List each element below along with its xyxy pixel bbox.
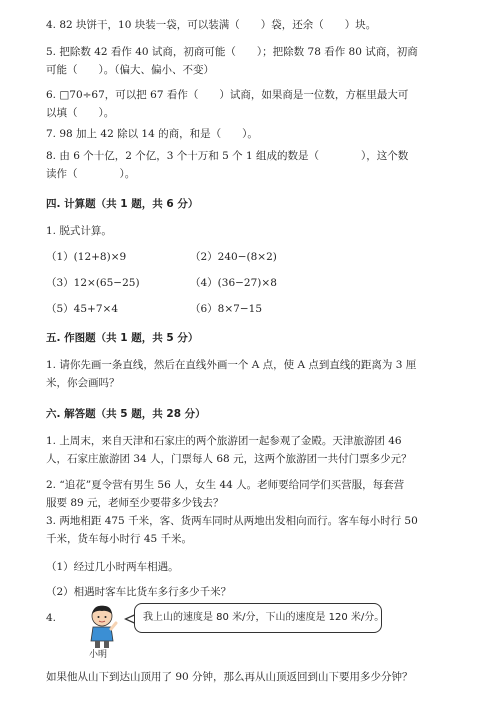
word-problem-3-sub1: （1）经过几小时两车相遇。 [46,561,179,573]
section-6-heading: 六. 解答题（共 5 题，共 28 分） [46,408,206,420]
question-4-text: 4. 82 块饼干，10 块装一袋，可以装满（ ）袋，还余（ ）块。 [46,19,377,31]
word-problem-3-sub2: （2）相遇时客车比货车多行多少千米？ [46,586,232,598]
calc-item: （3）12×(65−25) [46,277,140,289]
word-problem-4-number: 4. [46,612,57,624]
question-6-text-line2: 以填（ ）。 [46,107,115,119]
calc-intro: 1. 脱式计算。 [46,225,112,237]
drawing-question-line2: 米，你会画吗？ [46,377,120,389]
boy-illustration [85,603,119,649]
character-name: 小明 [89,650,108,660]
question-5-text-line2: 可能（ ）。（偏大、偏小、不变） [46,64,214,76]
question-7-text: 7. 98 加上 42 除以 14 的商，和是（ ）。 [46,128,258,140]
section-5-heading: 五. 作图题（共 1 题，共 5 分） [46,332,199,344]
question-6-text-line1: 6. □70÷67，可以把 67 看作（ ）试商，如果商是一位数，方框里最大可 [46,89,409,101]
speech-bubble-text: 我上山的速度是 80 米/分，下山的速度是 120 米/分。 [143,612,385,623]
calc-item: （6）8×7−15 [190,303,262,315]
word-problem-3-line2: 千米，货车每小时行 45 千米。 [46,533,193,545]
word-problem-4-question: 如果他从山下到达山顶用了 90 分钟，那么再从山顶返回到山下要用多少分钟？ [46,671,413,683]
question-8-text-line1: 8. 由 6 个十亿，2 个亿，3 个十万和 5 个 1 组成的数是（ ），这个数 [46,150,409,162]
word-problem-2-line2: 服要 89 元，老师至少要带多少钱去？ [46,497,224,509]
word-problem-1-line2: 人，石家庄旅游团 34 人，门票每人 68 元，这两个旅游团一共付门票多少元？ [46,453,412,465]
calc-item: （2）240−(8×2) [190,251,277,263]
word-problem-3-line1: 3. 两地相距 475 千米，客、货两车同时从两地出发相向而行。客车每小时行 50 [46,515,418,527]
speech-bubble [134,603,385,633]
calc-item: （4）(36−27)×8 [190,277,277,289]
question-8-text-line2: 读作（ ）。 [46,168,136,180]
drawing-question-line1: 1. 请你先画一条直线，然后在直线外画一个 A 点，使 A 点到直线的距离为 3 厘 [46,359,417,371]
word-problem-2-line1: 2. “追花”夏令营有男生 56 人，女生 44 人。老师要给同学们买营服，每套营 [46,479,405,491]
calc-item: （1）(12+8)×9 [46,251,127,263]
word-problem-1-line1: 1. 上周末，来自天津和石家庄的两个旅游团一起参观了金殿。天津旅游团 46 [46,435,402,447]
calc-item: （5）45+7×4 [46,303,118,315]
question-5-text-line1: 5. 把除数 42 看作 40 试商，初商可能（ ）；把除数 78 看作 80 试商，初商 [46,46,418,58]
section-4-heading: 四. 计算题（共 1 题，共 6 分） [46,198,199,210]
